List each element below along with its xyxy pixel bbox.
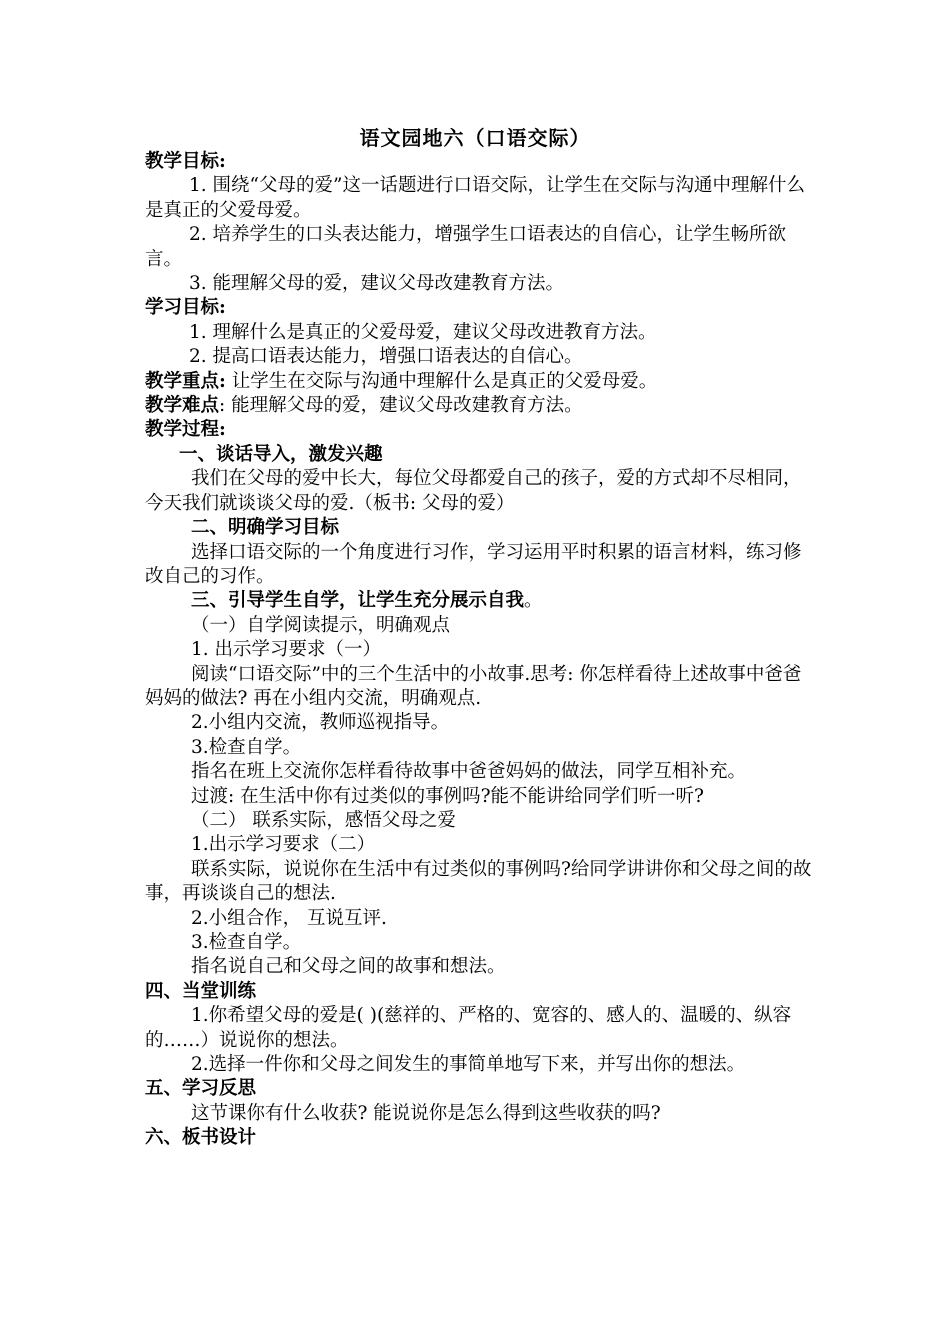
section-1-text: 我们在父母的爱中长大，每位父母都爱自己的孩子，爱的方式却不尽相同，今天我们就谈谈父母的爱.（板书: 父母的爱） (145, 468, 802, 514)
part-2-item: 2.小组合作， 互说互评. (191, 907, 387, 929)
key-point-label: 教学重点: (145, 370, 226, 392)
key-point (145, 370, 815, 394)
part-2-item: 指名说自己和父母之间的故事和想法。 (191, 956, 506, 978)
section-6-heading: 六、板书设计 (145, 1127, 257, 1149)
section-1-heading: 一、谈话导入，激发兴趣 (179, 443, 383, 465)
section-2-heading: 二、明确学习目标 (191, 517, 340, 539)
teaching-goal-3: 3. 能理解父母的爱，建议父母改建教育方法。 (189, 273, 565, 295)
section-2-text: 选择口语交际的一个角度进行习作，学习运用平时积累的语言材料，练习修改自己的习作。 (145, 541, 802, 587)
process-heading: 教学过程: (145, 419, 226, 441)
teaching-goal-2: 2. 培养学生的口头表达能力，增强学生口语表达的自信心，让学生畅所欲言。 (145, 224, 787, 270)
teaching-goal-1: 1. 围绕“父母的爱”这一话题进行口语交际，让学生在交际与沟通中理解什么是真正的父爱母爱。 (145, 175, 805, 221)
section-4-heading: 四、当堂训练 (145, 980, 257, 1002)
part-1-item: 3.检查自学。 (191, 736, 302, 758)
section-5-text: 这节课你有什么收获? 能说说你是怎么得到这些收获的吗? (191, 1102, 661, 1124)
part-1-item: 1. 出示学习要求（一） (191, 639, 382, 661)
section-4-item: 2.选择一件你和父母之间发生的事简单地写下来，并写出你的想法。 (191, 1054, 746, 1076)
section-4-item: 1.你希望父母的爱是( )(慈祥的、严格的、宽容的、感人的、温暖的、纵容的……）说说你的想法。 (145, 1005, 792, 1051)
part-1-item: 过渡: 在生活中你有过类似的事例吗?能不能讲给同学们听一听? (191, 785, 704, 807)
learning-goal-2: 2. 提高口语表达能力，增强口语表达的自信心。 (189, 346, 583, 368)
learning-goal-1: 1. 理解什么是真正的父爱母爱，建议父母改进教育方法。 (189, 321, 657, 343)
difficulty-label: 教学难点 (145, 395, 220, 417)
part-1-item: 指名在班上交流你怎样看待故事中爸爸妈妈的做法，同学互相补充。 (191, 761, 747, 783)
document-title: 语文园地六（口语交际） (359, 126, 591, 150)
part-2-item: 1.出示学习要求（二） (191, 834, 376, 856)
part-2-item: 联系实际，说说你在生活中有过类似的事例吗?给同学讲讲你和父母之间的故事，再谈谈自己的想法. (145, 858, 812, 905)
section-3-heading-end: 。 (524, 590, 543, 612)
part-1-item: 2.小组内交流，教师巡视指导。 (191, 712, 450, 734)
difficulty-text: : 能理解父母的爱，建议父母改建教育方法。 (219, 395, 583, 417)
document-body (145, 150, 815, 1151)
key-point-text: 让学生在交际与沟通中理解什么是真正的父爱母爱。 (225, 370, 658, 392)
part-2-item: 3.检查自学。 (191, 932, 302, 953)
difficulty (145, 394, 815, 418)
part-2-title: （二） 联系实际，感悟父母之爱 (191, 809, 456, 831)
section-5-heading: 五、学习反思 (145, 1078, 257, 1100)
teaching-goals-heading: 教学目标: (145, 151, 226, 172)
section-3-heading: 三、引导学生自学，让学生充分展示自我 (191, 590, 525, 612)
part-1-title: （一）自学阅读提示，明确观点 (191, 614, 451, 636)
learning-goals-heading: 学习目标: (145, 297, 226, 319)
part-1-item: 阅读“口语交际”中的三个生活中的小故事.思考: 你怎样看待上述故事中爸爸妈妈的做法? 再在小组内交流，明确观点. (145, 663, 802, 709)
section-3-heading-line (145, 589, 815, 613)
